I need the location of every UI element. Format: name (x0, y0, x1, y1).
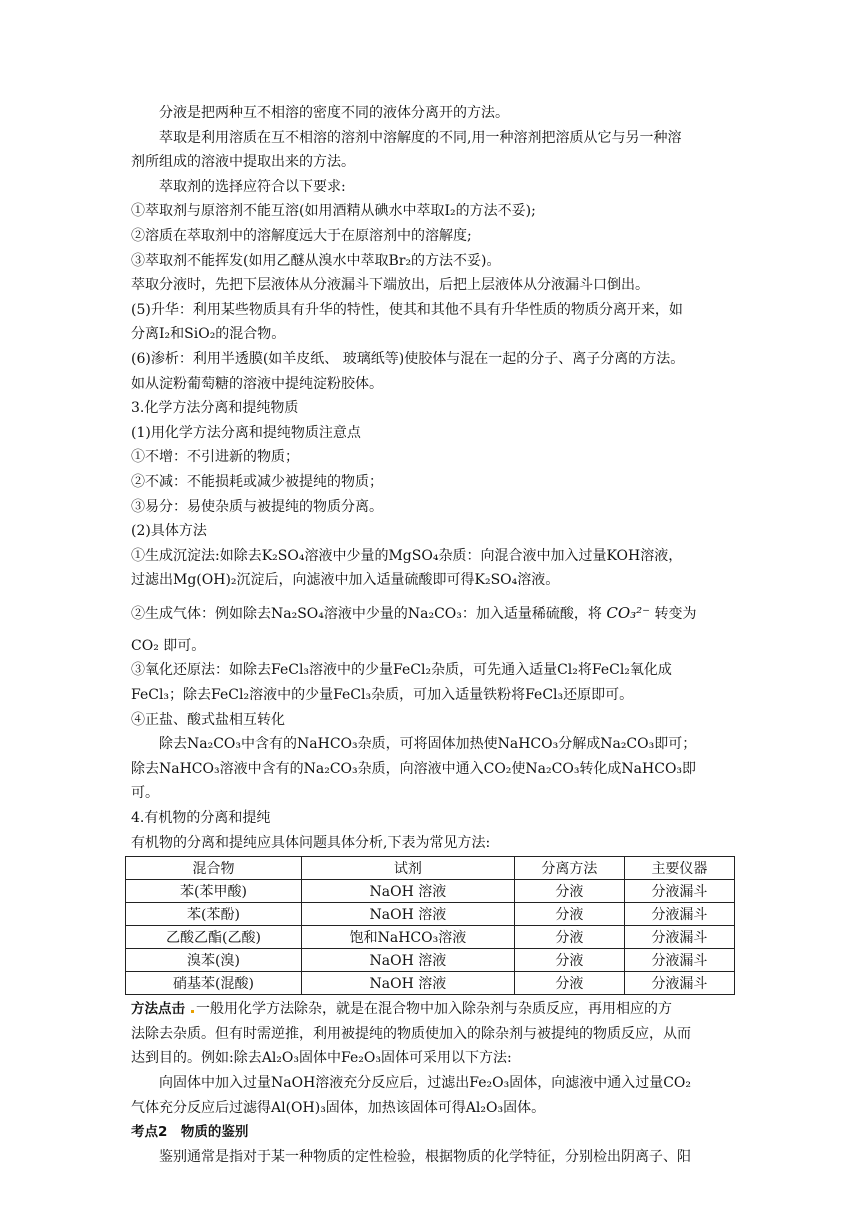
method-tip-line (131, 997, 731, 1022)
carbonate-ion: CO₃²⁻ (606, 603, 651, 622)
paragraph-line: (1)用化学方法分离和提纯物质注意点 (131, 424, 361, 441)
paragraph-line: 向固体中加入过量NaOH溶液充分反应后，过滤出Fe₂O₃固体，向滤液中通入过量CO₂ (159, 1075, 692, 1091)
document-page (131, 101, 731, 1169)
table-row (126, 949, 735, 972)
paragraph-line: ①萃取剂与原溶剂不能互溶(如用酒精从碘水中萃取I₂的方法不妥); (131, 203, 536, 220)
paragraph-line: 4.有机物的分离和提纯 (131, 810, 271, 827)
paragraph-line: FeCl₃；除去FeCl₂溶液中的少量FeCl₃杂质，可加入适量铁粉将FeCl₃还原即可。 (131, 687, 634, 704)
table-cell: 分液 (514, 880, 624, 903)
section-heading: 考点2 物质的鉴别 (131, 1124, 249, 1141)
table-cell: 分液漏斗 (624, 926, 734, 949)
table-cell: 分液漏斗 (624, 880, 734, 903)
paragraph-line: 有机物的分离和提纯应具体问题具体分析,下表为常见方法: (131, 834, 491, 851)
paragraph-block-c (131, 1022, 731, 1120)
paragraph-line: 鉴别通常是指对于某一种物质的定性检验，根据物质的化学特征，分别检出阴离子、阳 (159, 1148, 691, 1165)
table-header-cell: 主要仪器 (624, 857, 734, 880)
paragraph-line: ③氧化还原法：如除去FeCl₃溶液中的少量FeCl₂杂质，可先通入适量Cl₂将FeCl₂氧化成 (131, 662, 672, 679)
paragraph-line: 可。 (131, 785, 159, 802)
gas-method-line (131, 593, 731, 634)
paragraph-line: (6)渗析：利用半透膜(如羊皮纸、 玻璃纸等)使胶体与混在一起的分子、离子分离的方法。 (131, 350, 685, 367)
table-cell: NaOH 溶液 (302, 880, 515, 903)
marker-dot-icon (191, 1010, 194, 1013)
table-row (126, 903, 735, 926)
paragraph-line: ①生成沉淀法:如除去K₂SO₄溶液中少量的MgSO₄杂质：向混合液中加入过量KOH溶液， (131, 547, 683, 564)
paragraph-line: 除去Na₂CO₃中含有的NaHCO₃杂质，可将固体加热使NaHCO₃分解成Na₂CO₃即可； (159, 736, 697, 753)
table-cell: 乙酸乙酯(乙酸) (126, 926, 302, 949)
gas-method-text: ②生成气体：例如除去Na₂SO₄溶液中少量的Na₂CO₃：加入适量稀硫酸，将 (131, 605, 602, 622)
table-cell: 分液漏斗 (624, 972, 734, 995)
table-row (126, 972, 735, 995)
paragraph-line: 剂所组成的溶液中提取出来的方法。 (131, 154, 355, 171)
table-cell: NaOH 溶液 (302, 972, 515, 995)
table-header-row (126, 857, 735, 880)
paragraph-line: 分离I₂和SiO₂的混合物。 (131, 326, 286, 343)
table-row (126, 926, 735, 949)
paragraph-line: CO₂ 即可。 (131, 637, 206, 654)
paragraph-line: ④正盐、酸式盐相互转化 (131, 711, 285, 728)
table-cell: 分液 (514, 972, 624, 995)
paragraph-block-b (131, 634, 731, 855)
paragraph-line: 过滤出Mg(OH)₂沉淀后，向滤液中加入适量硫酸即可得K₂SO₄溶液。 (131, 572, 560, 589)
table-cell: NaOH 溶液 (302, 903, 515, 926)
table-header-cell: 分离方法 (514, 857, 624, 880)
paragraph-line: (5)升华：利用某些物质具有升华的特性，使其和其他不具有升华性质的物质分离开来，如 (131, 301, 683, 318)
table-cell: 分液漏斗 (624, 903, 734, 926)
paragraph-line: ③易分：易使杂质与被提纯的物质分离。 (131, 498, 383, 515)
paragraph-line: 如从淀粉葡萄糖的溶液中提纯淀粉胶体。 (131, 375, 383, 392)
paragraph-line: 萃取剂的选择应符合以下要求: (159, 178, 346, 195)
paragraph-block-d (131, 1145, 731, 1170)
paragraph-line: 法除去杂质。但有时需逆推，利用被提纯的物质使加入的除杂剂与被提纯的物质反应，从而 (131, 1025, 691, 1042)
table-cell: 溴苯(溴) (126, 949, 302, 972)
paragraph-line: 萃取是利用溶质在互不相溶的溶剂中溶解度的不同,用一种溶剂把溶质从它与另一种溶 (159, 129, 682, 146)
table-header-cell: 混合物 (126, 857, 302, 880)
paragraph-line: ③萃取剂不能挥发(如用乙醚从溴水中萃取Br₂的方法不妥)。 (131, 252, 501, 269)
table-cell: 苯(苯酚) (126, 903, 302, 926)
paragraph-line: ②溶质在萃取剂中的溶解度远大于在原溶剂中的溶解度; (131, 227, 472, 244)
paragraph-line: ①不增：不引进新的物质； (131, 449, 299, 466)
table-cell: 分液 (514, 926, 624, 949)
section-heading-line (131, 1120, 731, 1145)
paragraph-line: 萃取分液时，先把下层液体从分液漏斗下端放出，后把上层液体从分液漏斗口倒出。 (131, 277, 649, 294)
table-cell: 硝基苯(混酸) (126, 972, 302, 995)
paragraph-block-a (131, 101, 731, 593)
table-cell: 分液 (514, 903, 624, 926)
paragraph-line: 达到目的。例如:除去Al₂O₃固体中Fe₂O₃固体可采用以下方法: (131, 1050, 512, 1067)
table-header-cell: 试剂 (302, 857, 515, 880)
table-cell: 分液漏斗 (624, 949, 734, 972)
table-row (126, 880, 735, 903)
method-tip-text: 一般用化学方法除杂，就是在混合物中加入除杂剂与杂质反应，再用相应的方 (196, 1001, 672, 1018)
table-cell: NaOH 溶液 (302, 949, 515, 972)
table-body (126, 880, 735, 995)
gas-method-text-end: 转变为 (654, 605, 697, 622)
paragraph-line: (2)具体方法 (131, 523, 207, 540)
separation-methods-table (125, 856, 735, 995)
table-cell: 苯(苯甲酸) (126, 880, 302, 903)
method-tip-label: 方法点击 (131, 1001, 185, 1018)
table-cell: 饱和NaHCO₃溶液 (302, 926, 515, 949)
table-cell: 分液 (514, 949, 624, 972)
paragraph-line: 气体充分反应后过滤得Al(OH)₃固体，加热该固体可得Al₂O₃固体。 (131, 1099, 546, 1116)
paragraph-line: 分液是把两种互不相溶的密度不同的液体分离开的方法。 (159, 105, 509, 121)
paragraph-line: 除去NaHCO₃溶液中含有的Na₂CO₃杂质，向溶液中通入CO₂使Na₂CO₃转化成NaHCO₃即 (131, 760, 697, 777)
paragraph-line: 3.化学方法分离和提纯物质 (131, 400, 299, 417)
paragraph-line: ②不减：不能损耗或减少被提纯的物质； (131, 473, 383, 490)
